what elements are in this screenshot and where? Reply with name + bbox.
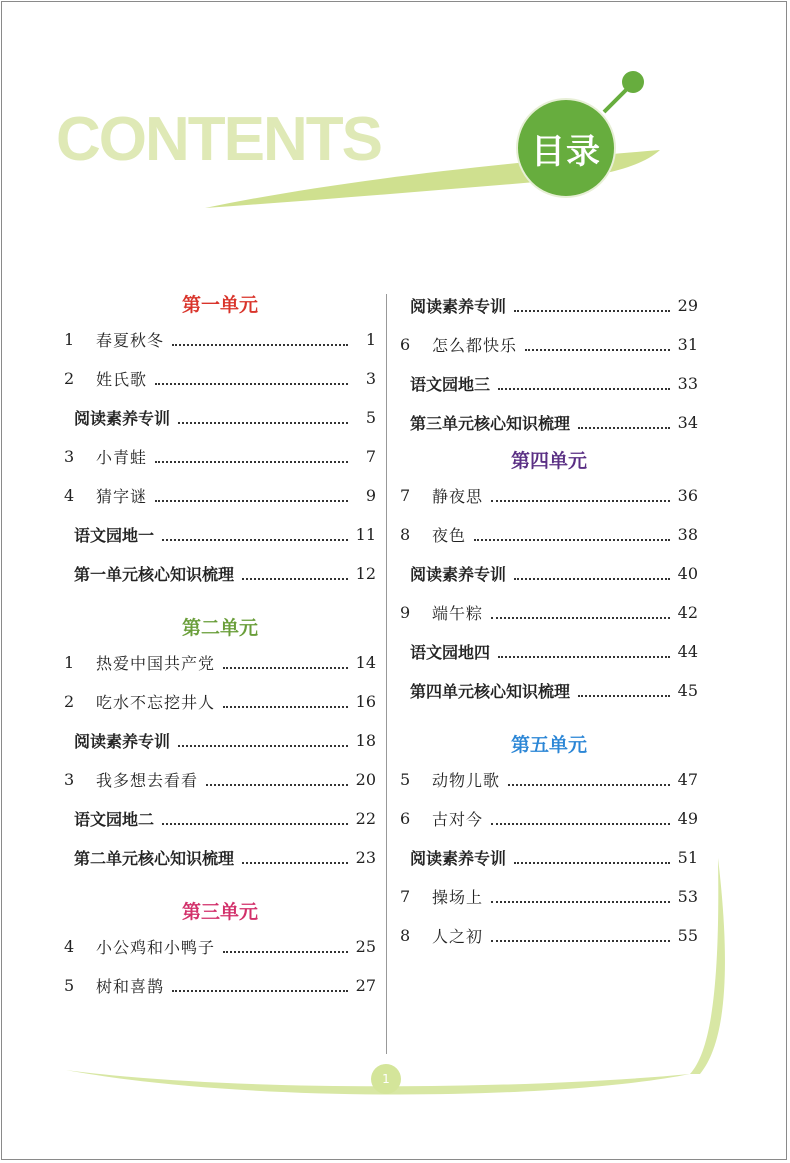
unit-title: 第三单元 [181,901,258,923]
entry-number: 5 [400,770,411,789]
entry-title: 第四单元核心知识梳理 [410,682,571,701]
entry-title: 第二单元核心知识梳理 [74,849,235,868]
entry-page: 51 [677,848,698,867]
entry-title: 语文园地三 [410,375,491,394]
entry-title: 人之初 [432,927,484,946]
entry-page: 55 [677,926,698,945]
entry-page: 47 [677,770,698,789]
entry-title: 语文园地四 [410,643,491,662]
entry-title: 阅读素养专训 [410,297,507,316]
entry-title: 阅读素养专训 [74,732,171,751]
entry-title: 阅读素养专训 [74,409,171,428]
entry-page: 20 [355,770,376,789]
entry-title: 操场上 [432,888,484,907]
entry-page: 29 [677,296,698,315]
entry-page: 34 [677,413,698,432]
entry-title: 怎么都快乐 [432,336,518,355]
entry-page: 1 [365,330,376,349]
entry-page: 5 [365,408,376,427]
entry-title: 语文园地二 [74,810,155,829]
entry-page: 11 [355,525,376,544]
entry-number: 3 [64,770,75,789]
entry-number: 6 [400,809,411,828]
entry-number: 6 [400,335,411,354]
entry-number: 7 [400,887,411,906]
entry-page: 31 [677,335,698,354]
entry-number: 1 [64,330,75,349]
entry-number: 9 [400,603,411,622]
entry-page: 7 [365,447,376,466]
entry-title: 阅读素养专训 [410,849,507,868]
entry-title: 热爱中国共产党 [96,654,216,673]
entry-title: 我多想去看看 [96,771,199,790]
entry-page: 22 [355,809,376,828]
entry-number: 4 [64,937,75,956]
entry-number: 7 [400,486,411,505]
entry-page: 33 [677,374,698,393]
entry-title: 古对今 [432,810,484,829]
entry-title: 端午粽 [432,604,484,623]
entry-number: 3 [64,447,75,466]
unit-title: 第二单元 [181,617,258,639]
unit-title: 第四单元 [510,450,587,472]
entry-page: 9 [365,486,376,505]
entry-title: 树和喜鹊 [96,977,165,996]
entry-number: 2 [64,692,75,711]
entry-page: 12 [355,564,376,583]
entry-page: 42 [677,603,698,622]
entry-title: 吃水不忘挖井人 [96,693,216,712]
entry-page: 45 [677,681,698,700]
entry-page: 49 [677,809,698,828]
entry-page: 3 [365,369,376,388]
entry-page: 18 [355,731,376,750]
toc-badge-label: 目录 [531,131,601,172]
entry-number: 1 [64,653,75,672]
entry-page: 44 [677,642,698,661]
entry-number: 2 [64,369,75,388]
unit-title: 第一单元 [181,294,258,316]
entry-title: 动物儿歌 [432,771,501,790]
entry-title: 第三单元核心知识梳理 [410,414,571,433]
entry-number: 8 [400,525,411,544]
entry-title: 猜字谜 [96,487,148,506]
entry-number: 4 [64,486,75,505]
entry-title: 静夜思 [432,487,484,506]
entry-title: 第一单元核心知识梳理 [74,565,235,584]
page-number: 1 [371,1064,401,1094]
entry-title: 小青蛙 [96,448,148,467]
entry-title: 阅读素养专训 [410,565,507,584]
unit-title: 第五单元 [510,734,587,756]
entry-page: 14 [355,653,376,672]
entry-page: 38 [677,525,698,544]
entry-title: 姓氏歌 [96,370,148,389]
entry-title: 小公鸡和小鸭子 [96,938,216,957]
entry-page: 25 [355,937,376,956]
entry-page: 36 [677,486,698,505]
entry-page: 40 [677,564,698,583]
entry-page: 16 [355,692,376,711]
entry-page: 27 [355,976,376,995]
entry-number: 5 [64,976,75,995]
contents-heading: CONTENTS [56,105,381,174]
entry-title: 语文园地一 [74,526,155,545]
entry-page: 53 [677,887,698,906]
entry-title: 春夏秋冬 [96,331,165,350]
entry-number: 8 [400,926,411,945]
entry-page: 23 [355,848,376,867]
entry-title: 夜色 [432,526,467,545]
